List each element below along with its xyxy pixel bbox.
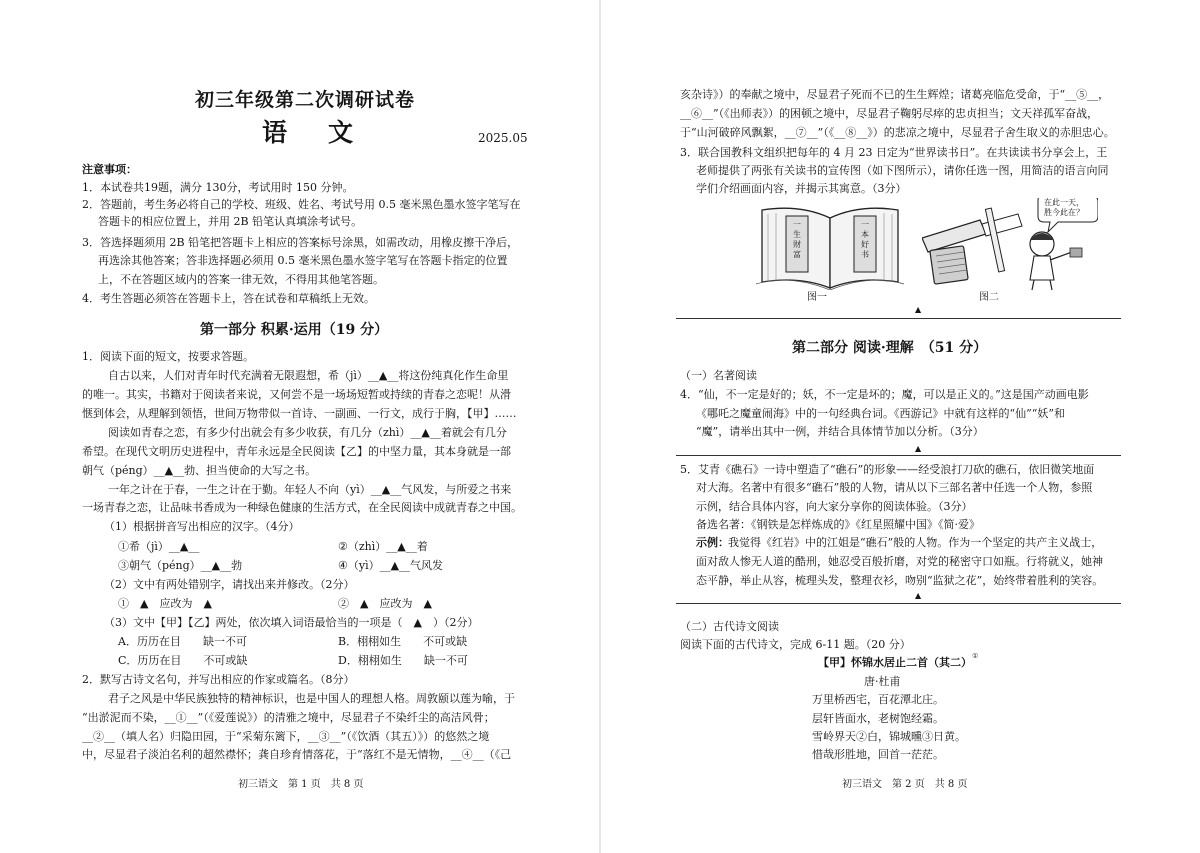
passage-line: 自古以来，人们对青年时代充满着无限遐想，希（jì）__▲__将这份纯真化作生命里 [108,369,509,382]
subsection-title: （一）名著阅读 [680,369,757,382]
divider-line [676,318,1121,319]
q1-option: C．历历在目 不可或缺 [118,654,248,667]
fig1-book-right-label: 一本好书 [861,220,869,259]
q2-line: __②__（填人名）归隐田园，于“采菊东篱下，__③__”（《饮酒（其五）》）的悠然之境 [82,730,490,743]
note-line: 答题卡的相应位置上，并用 2B 铅笔认真填涂考试号。 [98,215,363,228]
notes-heading: 注意事项： [82,163,137,176]
q1-sub2-item: ① ▲ 应改为 ▲ [118,597,212,610]
q5-example-line: 态平静，举止从容，梳理头发，整理衣衫，吻别“监狱之花”，始终带着胜利的笑容。 [696,574,1104,587]
page-footer: 初三语文 第 1 页 共 8 页 [238,779,364,790]
note-line: 上，不在答题区域内的答案一律无效，不得用其他笔答题。 [98,273,384,286]
section2-title: 第二部分 阅读·理解 （51 分） [792,340,988,356]
divider-line [676,603,1121,604]
signpost-icon [985,208,1004,272]
q1-option: B．栩栩如生 不可或缺 [338,635,468,648]
section1-title: 第一部分 积累·运用（19 分） [200,322,389,338]
q5-line: 5．艾青《礁石》一诗中塑造了“礁石”的形象——经受浪打刀砍的礁石，依旧微笑地面 [680,463,1095,476]
q3-line: 3．联合国教科文组织把每年的 4 月 23 日定为“世界读书日”。在共读读书分享会上，王 [680,146,1108,159]
q2-line: 中，尽显君子淡泊名利的超然襟怀；龚自珍育情落花，于“落红不是无情物，__④__（《己 [82,748,512,761]
q2-cont-line: 亥杂诗》）的奉献之境中，尽显君子死而不已的生生辉煌；诸葛亮临危受命，于“__⑤__， [680,88,1110,101]
fig2-bubble-line: 胜今此在？ [1044,208,1084,217]
exam-title: 初三年级第二次调研试卷 [195,89,416,111]
poem-line: 雪岭界天②白，锦城曛③日黄。 [812,730,966,743]
q1-sub1-item: ①希（jì）__▲__ [118,540,200,553]
fig1-caption: 图一 [807,292,827,303]
passage-line: 朝气（péng）__▲__勃、担当使命的大写之书。 [82,464,317,477]
answer-triangle: ▲ [915,305,922,314]
fig2-caption: 图二 [979,292,999,303]
q4-line: 4．“仙，不一定是好的；妖，不一定是坏的；魔，可以是正义的。”这是国产动画电影 [680,388,1089,401]
q2-cont-line: __⑥__”（《出师表》）的困顿之境中，尽显君子鞠躬尽瘁的忠贞担当；文天祥孤军奋战， [680,107,1099,120]
figure-1-illustration [750,198,910,290]
fig1-book-left-label: 一生财富 [793,220,801,259]
fig2-bubble-line: 在此一天， [1044,198,1084,207]
q5-example-line: 我觉得《红岩》中的江姐是“礁石”般的人物。作为一个坚定的共产主义战士， [728,536,1103,549]
answer-triangle: ▲ [915,444,922,453]
q6-intro: 阅读下面的古代诗文，完成 6-11 题。（20 分） [680,638,911,651]
q5-line: 示例，结合具体内容，向大家分享你的阅读体验。（3分） [696,500,973,513]
q3-line: 老师提供了两张有关读书的宣传图（如下图所示），请你任选一图，用简洁的语言向同 [696,164,1109,177]
note-line: 2．答题前，考生务必将自己的学校、班级、姓名、考试号用 0.5 毫米黑色墨水签字笔写在 [82,198,521,211]
q5-line: 备选名著：《钢铁是怎样炼成的》《红星照耀中国》《简·爱》 [696,518,980,531]
q2-intro: 2．默写古诗文名句，并写出相应的作家或篇名。（8分） [82,673,355,686]
q5-example-line: 面对敌人惨无人道的酷刑，她忍受百般折磨，对党的秘密守口如瓶。行将就义，她神 [696,555,1103,568]
poem-title-note: ① [972,652,979,660]
q1-sub1-item: ②（zhì）__▲__着 [338,540,428,553]
poem-title: 【甲】怀锦水居止二首（其二） [818,656,972,669]
q2-line: 君子之风是中华民族独特的精神标识，也是中国人的理想人格。周敦颐以莲为喻，于 [108,692,515,705]
q4-line: “魔”，请举出其中一例，并结合具体情节加以分析。（3分） [696,425,984,438]
passage-line: 希望。在现代文明历史进程中，青年永远是全民阅读【乙】的中坚力量，其本身就是一部 [82,445,511,458]
q1-intro: 1．阅读下面的短文，按要求答题。 [82,350,254,363]
passage-line: 一年之计在于春，一生之计在于勤。年轻人不向（yì）__▲__气风发，与所爱之书来 [108,483,512,496]
note-line: 再选涂其他答案；答非选择题必须用 0.5 毫米黑色墨水签字笔写在答题卡指定的位置 [98,254,508,267]
q1-sub2: （2）文中有两处错别字，请找出来并修改。（2分） [104,578,355,591]
q1-option: A．历历在目 缺一不可 [118,635,247,648]
q4-line: 《哪吒之魔童闹海》中的一句经典台词。《西游记》中就有这样的“仙”“妖”和 [696,407,1065,420]
q5-example-label: 示例： [696,536,729,549]
note-line: 3．答选择题须用 2B 铅笔把答题卡上相应的答案标号涂黑，如需改动，用橡皮擦干净后， [82,236,519,249]
passage-line: 一场青春之恋，让品味书香成为一种绿色健康的生活方式，在全民阅读中成就青春之中国。 [82,501,522,514]
q5-line: 对大海。名著中有很多“礁石”般的人物，请从以下三部名著中任选一个人物，参照 [696,481,1093,494]
q1-sub1-item: ④（yì）__▲__气风发 [338,559,444,572]
q1-sub3: （3）文中【甲】【乙】两处，依次填入词语最恰当的一项是（ ▲ ）（2分） [104,616,479,629]
note-line: 4．考生答题必须答在答题卡上，答在试卷和草稿纸上无效。 [82,292,375,305]
exam-date: 2025.05 [478,131,528,145]
passage-line: 的唯一。其实，书籍对于阅读者来说，又何尝不是一场场短暂或持续的青春之恋呢！从滑 [82,388,511,401]
q3-line: 学们介绍画面内容，并揭示其寓意。（3分） [696,182,907,195]
q2-line: “出淤泥而不染，__①__”（《爱莲说》）的清雅之境中，尽显君子不染纤尘的高洁风骨； [82,711,495,724]
q1-sub2-item: ② ▲ 应改为 ▲ [338,597,432,610]
q2-cont-line: 于“山河破碎风飘絮，__⑦__”（《__⑧__》）的悲凉之境中，尽显君子舍生取义的赤胆忠心。 [680,126,1115,139]
poem-line: 层轩皆面水，老树饱经霜。 [812,712,944,725]
passage-line: 惬到体会，从理解到领悟，世间万物带似一首诗、一副画、一行文，成行于胸，【甲】…… [82,407,517,420]
q1-sub1: （1）根据拼音写出相应的汉字。（4分） [104,520,300,533]
subject-title: 语 文 [262,118,362,147]
poem-line: 万里桥西宅，百花潭北庄。 [812,693,944,706]
passage-line: 阅读如青春之恋，有多少付出就会有多少收获，有几分（zhì）__▲__着就会有几分 [108,426,507,439]
page-footer: 初三语文 第 2 页 共 8 页 [842,779,968,790]
divider-line [676,455,1121,456]
q1-sub1-item: ③朝气（péng）__▲__勃 [118,559,243,572]
q1-option: D．栩栩如生 缺一不可 [338,654,468,667]
held-book-icon [930,246,968,284]
poem-author: 唐·杜甫 [864,675,901,688]
answer-triangle: ▲ [915,591,922,600]
poem-line: 惜哉形胜地，回首一茫茫。 [812,748,944,761]
subsection-title: （二）古代诗文阅读 [680,620,779,633]
right-page [600,0,1200,853]
note-line: 1．本试卷共19题，满分 130分，考试用时 150 分钟。 [82,181,354,194]
